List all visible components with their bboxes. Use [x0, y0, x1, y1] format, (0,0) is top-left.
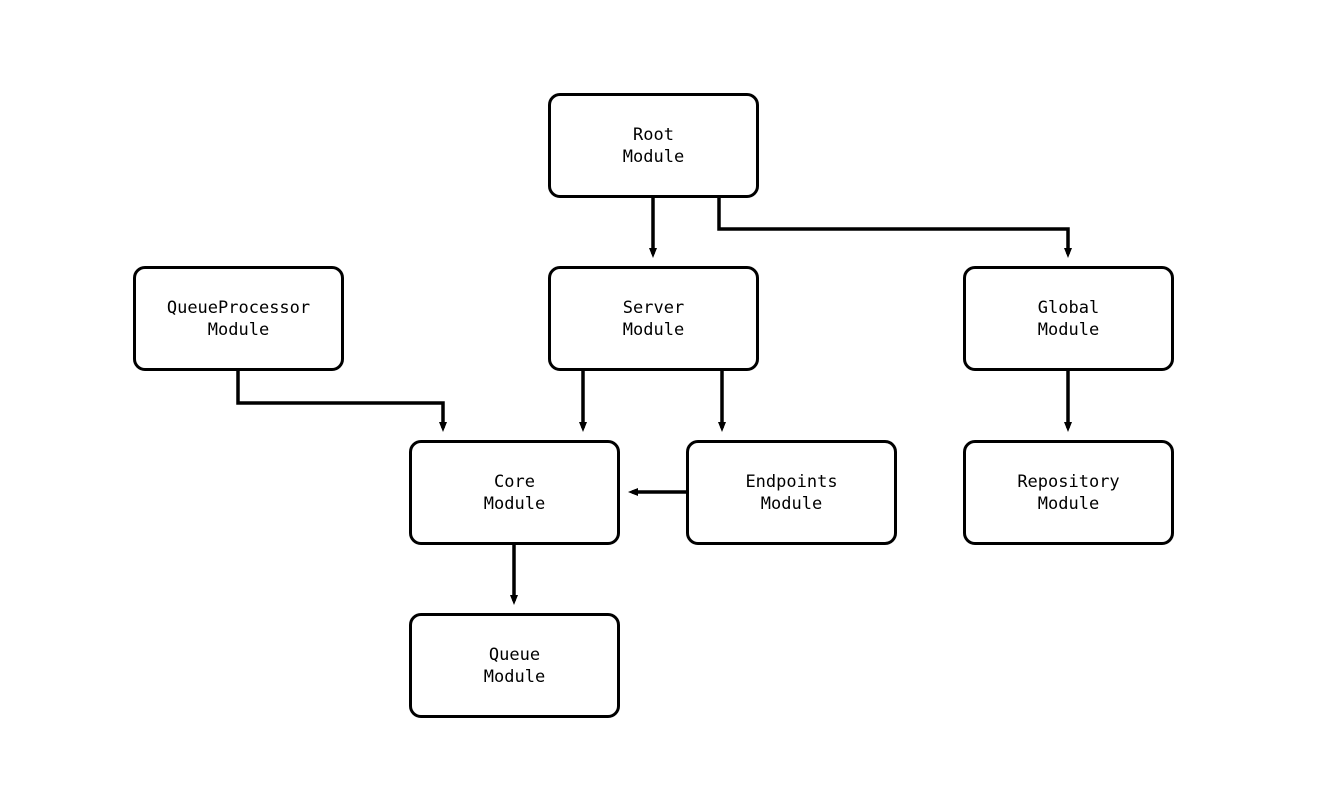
- node-label-primary: Endpoints: [745, 471, 838, 492]
- node-global[interactable]: [963, 266, 1174, 371]
- node-label-primary: QueueProcessor: [166, 297, 311, 318]
- node-label-secondary: Module: [622, 319, 685, 340]
- node-label-secondary: Module: [760, 493, 823, 514]
- node-label-secondary: Module: [207, 319, 270, 340]
- node-repository[interactable]: [963, 440, 1174, 545]
- node-core[interactable]: [409, 440, 620, 545]
- node-label-secondary: Module: [1037, 493, 1100, 514]
- node-label-secondary: Module: [1037, 319, 1100, 340]
- node-label-primary: Root: [633, 124, 674, 145]
- node-label-secondary: Module: [483, 666, 546, 687]
- node-label-primary: Global: [1037, 297, 1100, 318]
- node-root[interactable]: [548, 93, 759, 198]
- node-queue[interactable]: [409, 613, 620, 718]
- node-label-primary: Queue: [488, 644, 541, 665]
- node-label-primary: Server: [622, 297, 685, 318]
- node-label-primary: Repository: [1017, 471, 1120, 492]
- node-label-primary: Core: [494, 471, 535, 492]
- edge-queueprocessor-to-core: [238, 371, 443, 428]
- node-queueprocessor[interactable]: [133, 266, 344, 371]
- node-endpoints[interactable]: [686, 440, 897, 545]
- node-label-secondary: Module: [483, 493, 546, 514]
- node-server[interactable]: [548, 266, 759, 371]
- edge-root-to-global: [719, 198, 1068, 254]
- node-label-secondary: Module: [622, 146, 685, 167]
